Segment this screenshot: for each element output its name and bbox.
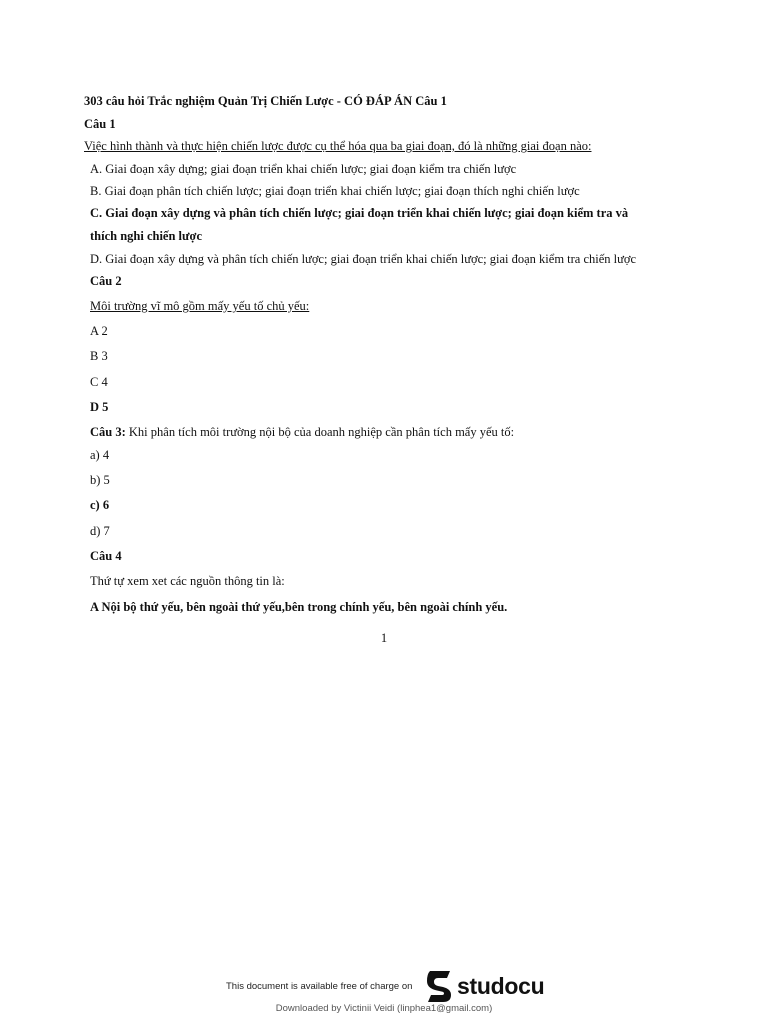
- footer: [0, 966, 768, 1016]
- question-2-option-b: B 3: [90, 349, 108, 363]
- studocu-logo-icon: [424, 968, 456, 1004]
- question-2-option-c: C 4: [90, 375, 108, 389]
- question-1-option-c-line2: thích nghi chiến lược: [90, 229, 203, 243]
- question-4-heading: Câu 4: [90, 549, 122, 563]
- question-3-label: Câu 3:: [90, 425, 126, 439]
- question-2-option-a: A 2: [90, 324, 108, 338]
- question-3-option-c: c) 6: [90, 498, 110, 512]
- question-2-text: Môi trường vĩ mô gồm mấy yếu tố chủ yếu:: [90, 299, 310, 313]
- title-main: 303 câu hỏi Trắc nghiệm Quản Trị Chiến Lược - CÓ ĐÁP ÁN: [84, 94, 413, 108]
- question-1-option-c-line1: C. Giai đoạn xây dựng và phân tích chiến lược; giai đoạn triển khai chiến lược; giai đoạn kiểm tra và: [90, 206, 629, 220]
- question-1-option-b: B. Giai đoạn phân tích chiến lược; giai đoạn triển khai chiến lược; giai đoạn thích nghi chiến lược: [90, 184, 580, 198]
- question-1-heading: Câu 1: [84, 117, 116, 131]
- question-1-option-a: A. Giai đoạn xây dựng; giai đoạn triển khai chiến lược; giai đoạn kiểm tra chiến lược: [90, 162, 517, 176]
- document-title: [84, 93, 447, 109]
- question-1-text: Việc hình thành và thực hiện chiến lược được cụ thể hóa qua ba giai đoạn, đó là những giai đoạn nào:: [84, 139, 592, 153]
- title-suffix: Câu 1: [412, 94, 447, 108]
- studocu-logo[interactable]: [424, 968, 544, 1004]
- question-4-text: Thứ tự xem xet các nguồn thông tin là:: [90, 574, 285, 588]
- question-3-option-b: b) 5: [90, 473, 110, 487]
- page-number: 1: [380, 631, 388, 645]
- question-3-option-d: d) 7: [90, 524, 110, 538]
- studocu-brand-text: studocu: [457, 972, 545, 999]
- question-2-heading: Câu 2: [90, 274, 122, 288]
- question-2-option-d: D 5: [90, 400, 109, 414]
- question-3-option-a: a) 4: [90, 448, 110, 462]
- question-3-line: [90, 424, 514, 440]
- question-3-text: Khi phân tích môi trường nội bộ của doanh nghiệp cần phân tích mấy yếu tố:: [125, 425, 515, 439]
- availability-notice: This document is available free of charge on: [226, 981, 413, 992]
- question-4-option-a: A Nội bộ thứ yếu, bên ngoài thứ yếu,bên trong chính yếu, bên ngoài chính yếu.: [90, 600, 508, 614]
- question-1-option-d: D. Giai đoạn xây dựng và phân tích chiến lược; giai đoạn triển khai chiến lược; giai đoạn kiểm tra chiến lược: [90, 252, 637, 266]
- downloaded-by-notice: Downloaded by Victinii Veidi (linphea1@gmail.com): [275, 1003, 493, 1014]
